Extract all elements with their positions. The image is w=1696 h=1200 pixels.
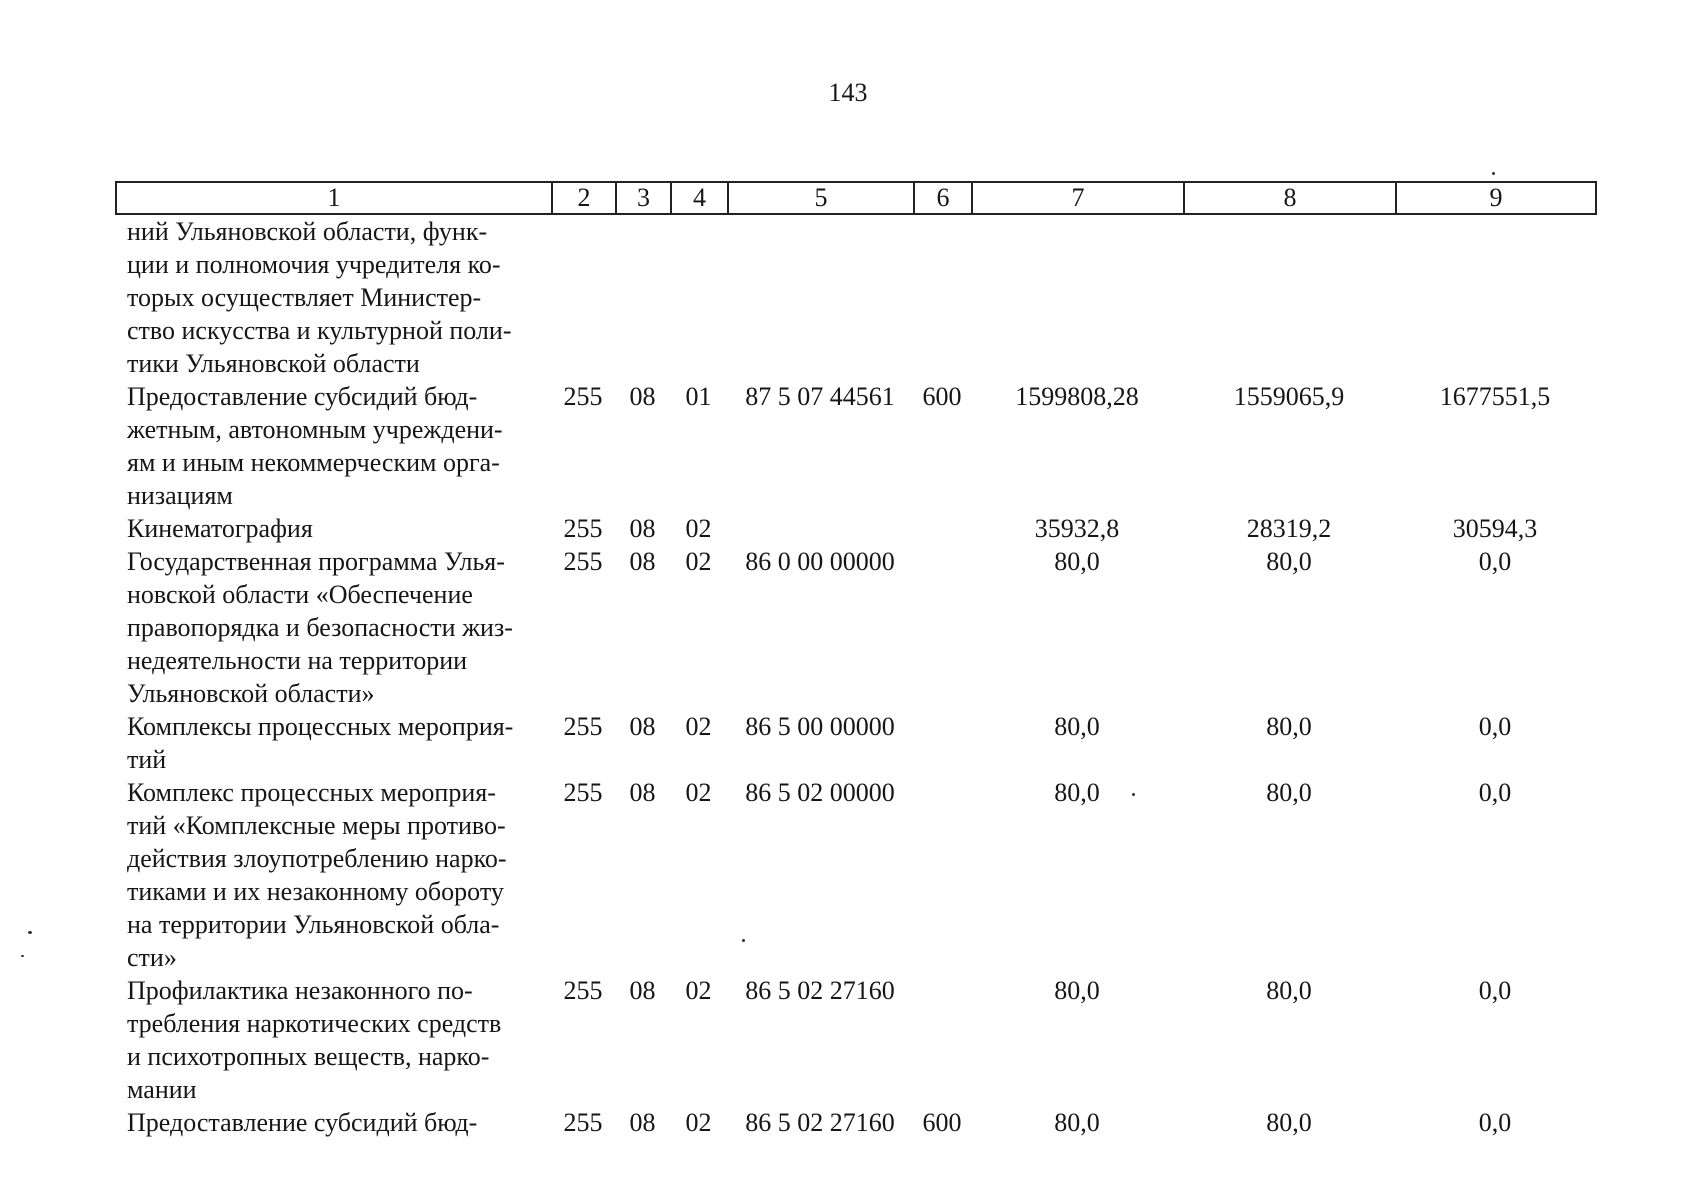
header-col-4: 4	[671, 182, 728, 214]
cell-c4: 01	[685, 382, 712, 411]
cell-c6: 600	[922, 382, 962, 411]
cell-c9: 0,0	[1478, 778, 1512, 807]
row-name-line: требления наркотических средств	[127, 1009, 502, 1038]
row-name-line: тий	[127, 745, 167, 774]
cell-c4: 02	[685, 514, 712, 543]
table-row	[115, 974, 1595, 1106]
cell-c7: 80,0	[1054, 1108, 1100, 1137]
row-name-line: тий «Комплексные меры противо-	[127, 811, 506, 840]
cell-c5: 86 5 00 00000	[745, 712, 895, 741]
row-name-line: Кинематография	[127, 514, 313, 543]
page-number: 143	[828, 78, 868, 107]
row-name	[115, 545, 527, 710]
row-name-line: Профилактика незаконного по-	[127, 976, 473, 1005]
cell-c3: 08	[629, 976, 656, 1005]
header-col-1: 1	[116, 182, 552, 214]
row-name-line: Ульяновской области»	[127, 679, 375, 708]
cell-c7: 35932,8	[1034, 514, 1120, 543]
cell-c3: 08	[629, 514, 656, 543]
cell-c6: 600	[922, 1108, 962, 1137]
cell-c2: 255	[563, 976, 603, 1005]
cell-c2: 255	[563, 547, 603, 576]
table-row	[115, 1106, 1595, 1139]
cell-c9: 30594,3	[1452, 514, 1538, 543]
row-name-line: Комплексы процессных мероприя-	[127, 712, 514, 741]
table-row	[115, 215, 1595, 380]
row-name	[115, 512, 527, 545]
table-row	[115, 545, 1595, 710]
row-name-line: Комплекс процессных мероприя-	[127, 778, 496, 807]
cell-c3: 08	[629, 778, 656, 807]
cell-c8: 1559065,9	[1233, 382, 1345, 411]
cell-c7: 80,0	[1054, 712, 1100, 741]
row-name-line: действия злоупотреблению нарко-	[127, 844, 507, 873]
table-row	[115, 710, 1595, 776]
table-row	[115, 512, 1595, 545]
cell-c2: 255	[563, 382, 603, 411]
scan-speck	[742, 939, 745, 942]
cell-c4: 02	[685, 778, 712, 807]
row-name-line: торых осуществляет Министер-	[127, 283, 482, 312]
header-col-3: 3	[616, 182, 671, 214]
row-name-line: Предоставление субсидий бюд-	[127, 1108, 478, 1137]
row-name	[115, 974, 527, 1106]
scan-speck	[1492, 172, 1495, 175]
cell-c7: 80,0	[1054, 778, 1100, 807]
row-name-line: и психотропных веществ, нарко-	[127, 1042, 490, 1071]
cell-c5: 86 5 02 27160	[745, 1108, 895, 1137]
cell-c2: 255	[563, 778, 603, 807]
row-name-line: сти»	[127, 943, 177, 972]
cell-c9: 0,0	[1478, 712, 1512, 741]
scan-speck	[21, 955, 24, 957]
cell-c8: 80,0	[1266, 1108, 1312, 1137]
row-name-line: тиками и их незаконному обороту	[127, 877, 504, 906]
cell-c4: 02	[685, 976, 712, 1005]
cell-c4: 02	[685, 1108, 712, 1137]
row-name-line: мании	[127, 1075, 197, 1104]
cell-c8: 80,0	[1266, 712, 1312, 741]
cell-c3: 08	[629, 712, 656, 741]
column-number-header	[115, 181, 1597, 215]
table-row	[115, 776, 1595, 974]
row-name-line: низациям	[127, 481, 233, 510]
cell-c7: 80,0	[1054, 547, 1100, 576]
row-name-line: тики Ульяновской области	[127, 349, 420, 378]
row-name-line: ям и иным некоммерческим орга-	[127, 448, 500, 477]
cell-c7: 80,0	[1054, 976, 1100, 1005]
row-name-line: ний Ульяновской области, функ-	[127, 217, 488, 246]
cell-c3: 08	[629, 1108, 656, 1137]
header-col-6: 6	[914, 182, 972, 214]
cell-c5: 86 0 00 00000	[745, 547, 895, 576]
budget-table-body	[115, 215, 1595, 1139]
table-row	[115, 380, 1595, 512]
row-name	[115, 380, 527, 512]
row-name-line: правопорядка и безопасности жиз-	[127, 613, 513, 642]
row-name	[115, 215, 527, 380]
cell-c9: 1677551,5	[1439, 382, 1551, 411]
row-name-line: на территории Ульяновской обла-	[127, 910, 500, 939]
cell-c8: 28319,2	[1246, 514, 1332, 543]
header-col-2: 2	[552, 182, 616, 214]
cell-c9: 0,0	[1478, 1108, 1512, 1137]
cell-c8: 80,0	[1266, 547, 1312, 576]
scan-speck	[1132, 793, 1135, 796]
row-name	[115, 776, 527, 974]
cell-c3: 08	[629, 547, 656, 576]
header-col-8: 8	[1184, 182, 1396, 214]
cell-c4: 02	[685, 712, 712, 741]
header-col-9: 9	[1396, 182, 1596, 214]
row-name-line: ции и полномочия учредителя ко-	[127, 250, 501, 279]
row-name-line: недеятельности на территории	[127, 646, 468, 675]
cell-c5: 86 5 02 27160	[745, 976, 895, 1005]
row-name-line: Государственная программа Улья-	[127, 547, 505, 576]
cell-c4: 02	[685, 547, 712, 576]
row-name-line: жетным, автономным учреждени-	[127, 415, 503, 444]
row-name	[115, 710, 527, 776]
row-name	[115, 1106, 527, 1139]
cell-c7: 1599808,28	[1015, 382, 1139, 411]
header-col-7: 7	[972, 182, 1184, 214]
cell-c2: 255	[563, 712, 603, 741]
cell-c8: 80,0	[1266, 976, 1312, 1005]
row-name-line: ство искусства и культурной поли-	[127, 316, 512, 345]
cell-c2: 255	[563, 1108, 603, 1137]
cell-c2: 255	[563, 514, 603, 543]
cell-c8: 80,0	[1266, 778, 1312, 807]
row-name-line: новской области «Обеспечение	[127, 580, 473, 609]
cell-c5: 86 5 02 00000	[745, 778, 895, 807]
cell-c9: 0,0	[1478, 976, 1512, 1005]
row-name-line: Предоставление субсидий бюд-	[127, 382, 478, 411]
cell-c5: 87 5 07 44561	[745, 382, 895, 411]
header-col-5: 5	[728, 182, 914, 214]
scan-speck	[28, 931, 32, 934]
cell-c3: 08	[629, 382, 656, 411]
cell-c9: 0,0	[1478, 547, 1512, 576]
